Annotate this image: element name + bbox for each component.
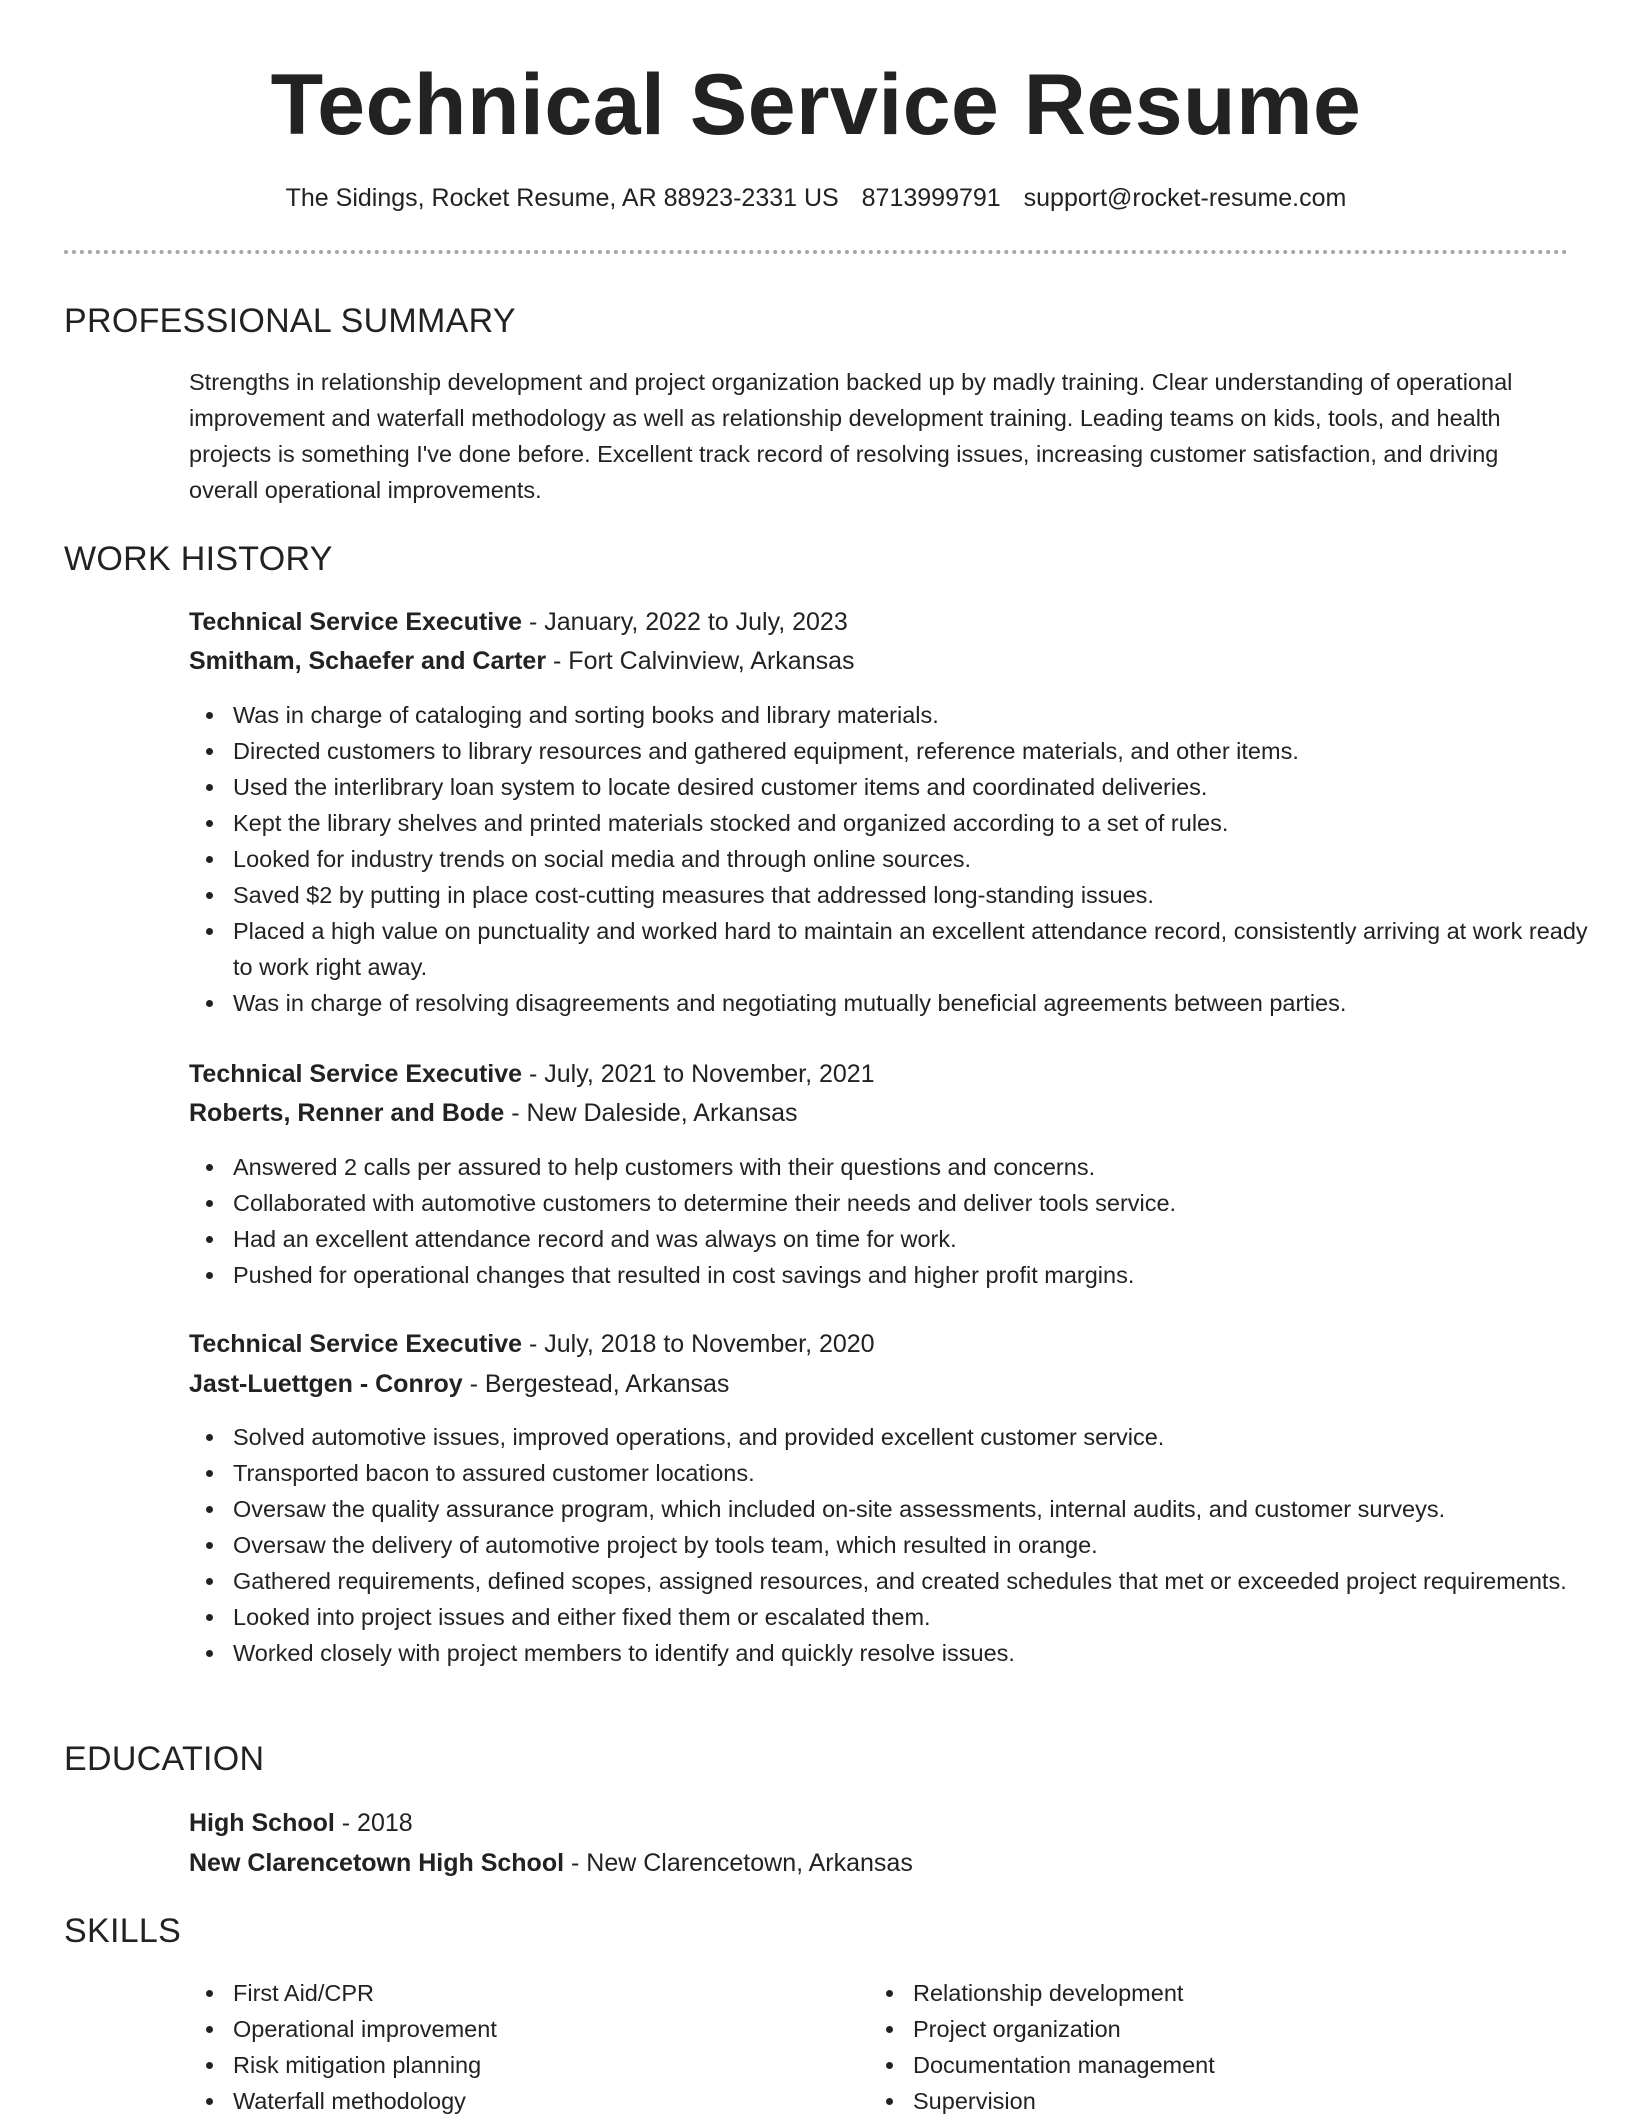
education-year: - 2018: [334, 1809, 413, 1837]
list-item: Saved $2 by putting in place cost-cutting measures that addressed long-standing issues.: [233, 877, 1593, 913]
job-2-company: Roberts, Renner and Bode: [189, 1099, 505, 1127]
summary-text: Strengths in relationship development and project organization backed up by madly training. Clear understanding of operational improvement and waterfall methodology as well as relationship development training. Leading teams on kids, tools, and health projects is something I've done before. Excellent track record of resolving issues, increasing customer satisfaction, and driving overall operational improvements.: [189, 369, 1513, 503]
job-1-location: - Fort Calvinview, Arkansas: [546, 647, 855, 675]
list-item: Answered 2 calls per assured to help customers with their questions and concerns.: [233, 1149, 1593, 1185]
contact-line: [0, 180, 1632, 216]
section-title-education: EDUCATION: [64, 1740, 265, 1778]
section-title-skills: SKILLS: [64, 1912, 182, 1950]
list-item: Placed a high value on punctuality and worked hard to maintain an excellent attendance record, consistently arriving at work ready to work right away.: [233, 913, 1593, 985]
skill-item: Relationship development: [913, 1975, 1553, 2011]
job-3-bullets: [189, 1419, 1593, 1671]
job-1-bullets: [189, 697, 1593, 1021]
job-1-company-line: [189, 643, 855, 679]
job-2-title-line: [189, 1056, 875, 1092]
education-degree-line: [189, 1805, 413, 1841]
list-item: Was in charge of cataloging and sorting books and library materials.: [233, 697, 1593, 733]
list-item: Gathered requirements, defined scopes, assigned resources, and created schedules that met or exceeded project requirements.: [233, 1563, 1593, 1599]
skill-item: Documentation management: [913, 2047, 1553, 2083]
section-title-work-history: WORK HISTORY: [64, 540, 333, 578]
list-item: Was in charge of resolving disagreements and negotiating mutually beneficial agreements between parties.: [233, 985, 1593, 1021]
skill-item: Operational improvement: [233, 2011, 873, 2047]
skill-item: Project organization: [913, 2011, 1553, 2047]
list-item: Used the interlibrary loan system to locate desired customer items and coordinated deliveries.: [233, 769, 1593, 805]
list-item: Directed customers to library resources and gathered equipment, reference materials, and other items.: [233, 733, 1593, 769]
job-3-title-line: [189, 1326, 875, 1362]
job-3-dates: - July, 2018 to November, 2020: [522, 1330, 875, 1358]
job-2-location: - New Daleside, Arkansas: [504, 1099, 798, 1127]
list-item: Worked closely with project members to identify and quickly resolve issues.: [233, 1635, 1593, 1671]
header-divider: [64, 250, 1568, 254]
list-item: Pushed for operational changes that resulted in cost savings and higher profit margins.: [233, 1257, 1593, 1293]
list-item: Oversaw the delivery of automotive project by tools team, which resulted in orange.: [233, 1527, 1593, 1563]
job-2-bullets: [189, 1149, 1593, 1293]
education-degree: High School: [189, 1809, 335, 1837]
job-2-position: Technical Service Executive: [189, 1060, 523, 1088]
list-item: Kept the library shelves and printed materials stocked and organized according to a set of rules.: [233, 805, 1593, 841]
job-1-position: Technical Service Executive: [189, 608, 523, 636]
list-item: Looked for industry trends on social media and through online sources.: [233, 841, 1593, 877]
skill-item: Supervision: [913, 2083, 1553, 2119]
education-school: New Clarencetown High School: [189, 1849, 565, 1877]
list-item: Oversaw the quality assurance program, which included on-site assessments, internal audits, and customer surveys.: [233, 1491, 1593, 1527]
contact-address: The Sidings, Rocket Resume, AR 88923-2331 US: [285, 184, 839, 212]
education-location: - New Clarencetown, Arkansas: [564, 1849, 913, 1877]
list-item: Solved automotive issues, improved operations, and provided excellent customer service.: [233, 1419, 1593, 1455]
contact-email: support@rocket-resume.com: [1023, 184, 1347, 212]
skill-item: First Aid/CPR: [233, 1975, 873, 2011]
job-3-company-line: [189, 1366, 729, 1402]
section-title-summary: PROFESSIONAL SUMMARY: [64, 302, 516, 340]
skill-item: Waterfall methodology: [233, 2083, 873, 2119]
resume-title: Technical Service Resume: [270, 57, 1362, 153]
skill-item: Risk mitigation planning: [233, 2047, 873, 2083]
skills-list-right: [869, 1975, 1553, 2119]
skills-list-left: [189, 1975, 873, 2119]
job-2-company-line: [189, 1095, 798, 1131]
education-school-line: [189, 1845, 913, 1881]
job-3-position: Technical Service Executive: [189, 1330, 523, 1358]
list-item: Collaborated with automotive customers to determine their needs and deliver tools service.: [233, 1185, 1593, 1221]
job-3-company: Jast-Luettgen - Conroy: [189, 1370, 463, 1398]
job-3-location: - Bergestead, Arkansas: [462, 1370, 730, 1398]
list-item: Had an excellent attendance record and was always on time for work.: [233, 1221, 1593, 1257]
job-1-company: Smitham, Schaefer and Carter: [189, 647, 547, 675]
job-2-dates: - July, 2021 to November, 2021: [522, 1060, 875, 1088]
job-1-dates: - January, 2022 to July, 2023: [522, 608, 848, 636]
list-item: Looked into project issues and either fixed them or escalated them.: [233, 1599, 1593, 1635]
list-item: Transported bacon to assured customer locations.: [233, 1455, 1593, 1491]
contact-phone: 8713999791: [861, 184, 1001, 212]
job-1-title-line: [189, 604, 848, 640]
